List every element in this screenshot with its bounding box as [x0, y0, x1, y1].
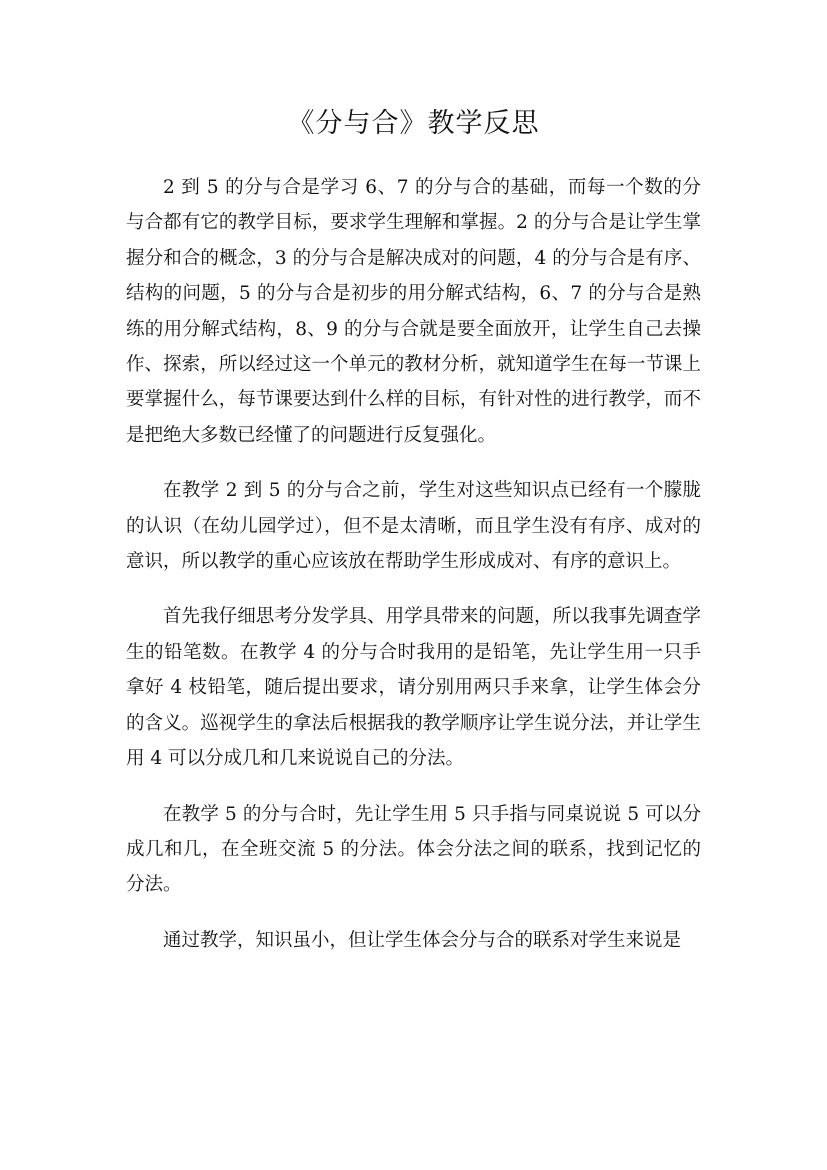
- document-title: 《分与合》教学反思: [287, 108, 540, 139]
- paragraph-4: 在教学 5 的分与合时，先让学生用 5 只手指与同桌说说 5 可以分成几和几，在全班交流 5 的分法。体会分法之间的联系，找到记忆的分法。: [126, 803, 701, 896]
- paragraph-5: 通过教学，知识虽小，但让学生体会分与合的联系对学生来说是: [163, 929, 682, 951]
- paragraph-2: 在教学 2 到 5 的分与合之前，学生对这些知识点已经有一个朦胧的认识（在幼儿园学过），但不是太清晰，而且学生没有有序、成对的意识，所以教学的重心应该放在帮助学生形成成对、有序的意识上。: [126, 480, 701, 573]
- paragraph-1: 2 到 5 的分与合是学习 6、7 的分与合的基础，而每一个数的分与合都有它的教学目标，要求学生理解和掌握。2 的分与合是让学生掌握分和合的概念，3 的分与合是解决成对的问题，4 的分与合是有序、结构的问题，5 的分与合是初步的用分解式结构，6、7 的分与合是熟练的用分解式结构，8、9 的分与合就是要全面放开，让学生自己去操作、探索，所以经过这一个单元的教材分析，就知道学生在每一节课上要掌握什么，每节课要达到什么样的目标，有针对性的进行教学，而不是把绝大多数已经懂了的问题进行反复强化。: [126, 177, 701, 446]
- paragraph-3: 首先我仔细思考分发学具、用学具带来的问题，所以我事先调查学生的铅笔数。在教学 4 的分与合时我用的是铅笔，先让学生用一只手拿好 4 枝铅笔，随后提出要求，请分别用两只手来拿，让学生体会分的含义。巡视学生的拿法后根据我的教学顺序让学生说分法，并让学生用 4 可以分成几和几来说说自己的分法。: [126, 606, 701, 770]
